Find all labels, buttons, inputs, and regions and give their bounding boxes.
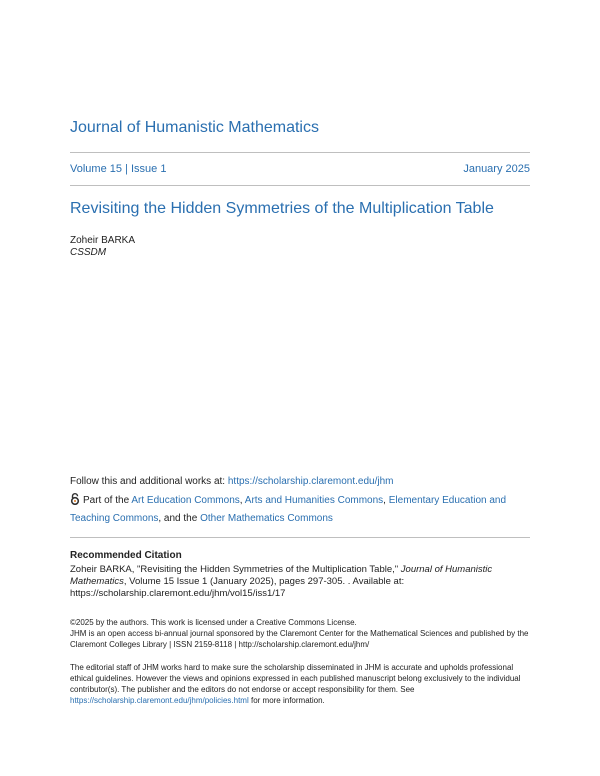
journal-title: Journal of Humanistic Mathematics — [70, 119, 319, 136]
part-of-commons — [70, 492, 530, 528]
follow-link[interactable]: https://scholarship.claremont.edu/jhm — [227, 476, 394, 487]
copyright-line: ©2025 by the authors. This work is licensed under a Creative Commons License. — [70, 618, 357, 627]
commons-link-arts-humanities[interactable]: Arts and Humanities Commons — [244, 495, 384, 506]
citation-part: Zoheir BARKA, "Revisiting the Hidden Symmetries of the Multiplication Table," — [70, 564, 401, 575]
citation-text — [70, 564, 530, 600]
top-divider — [70, 152, 530, 153]
author-affiliation: CSSDM — [70, 247, 107, 258]
commons-separator: , and the — [158, 513, 201, 524]
issue-line — [70, 163, 530, 175]
commons-separator: , — [239, 495, 245, 506]
commons-link-elementary-education[interactable]: Elementary Education and Teaching Commons — [70, 495, 507, 524]
issue-separator: | — [125, 163, 128, 175]
article-title[interactable]: Revisiting the Hidden Symmetries of the Multiplication Table — [70, 200, 494, 217]
open-access-icon — [70, 493, 80, 505]
policy-suffix: for more information. — [248, 696, 325, 705]
citation-divider — [70, 537, 530, 538]
author-name[interactable]: Zoheir BARKA — [70, 235, 136, 246]
commons-link-art-education[interactable]: Art Education Commons — [131, 495, 240, 506]
second-divider — [70, 185, 530, 186]
volume-link[interactable]: Volume 15 — [70, 163, 122, 175]
part-of-prefix: Part of the — [83, 495, 132, 506]
citation-journal: Journal of Humanistic Mathematics — [70, 564, 493, 587]
citation-heading: Recommended Citation — [70, 550, 182, 561]
commons-separator: , — [383, 495, 389, 506]
citation-part: , Volume 15 Issue 1 (January 2025), pages 297-305. . Available at: https://scholarship.claremont.edu/jhm/vol15/iss1/17 — [70, 576, 405, 599]
editorial-policy — [70, 662, 530, 706]
follow-text: Follow this and additional works at: — [70, 476, 228, 487]
policy-link[interactable]: https://scholarship.claremont.edu/jhm/policies.html — [70, 696, 249, 705]
commons-link-other-mathematics[interactable]: Other Mathematics Commons — [200, 513, 333, 524]
journal-description: JHM is an open access bi-annual journal sponsored by the Claremont Center for the Mathematical Sciences and published by the Claremont Colleges Library | ISSN 2159-8118 | http://scholarship.claremont.edu/jhm/ — [70, 629, 529, 649]
license-block — [70, 617, 530, 650]
issue-date: January 2025 — [463, 163, 530, 175]
follow-line — [70, 476, 394, 487]
policy-text: The editorial staff of JHM works hard to make sure the scholarship disseminated in JHM is accurate and upholds professional ethical guidelines. However the views and opinions expressed in each published manuscript belong exclusively to the individual contributor(s). The publisher and the editors do not endorse or accept responsibility for them. See — [70, 663, 521, 694]
issue-link[interactable]: Issue 1 — [130, 163, 167, 175]
